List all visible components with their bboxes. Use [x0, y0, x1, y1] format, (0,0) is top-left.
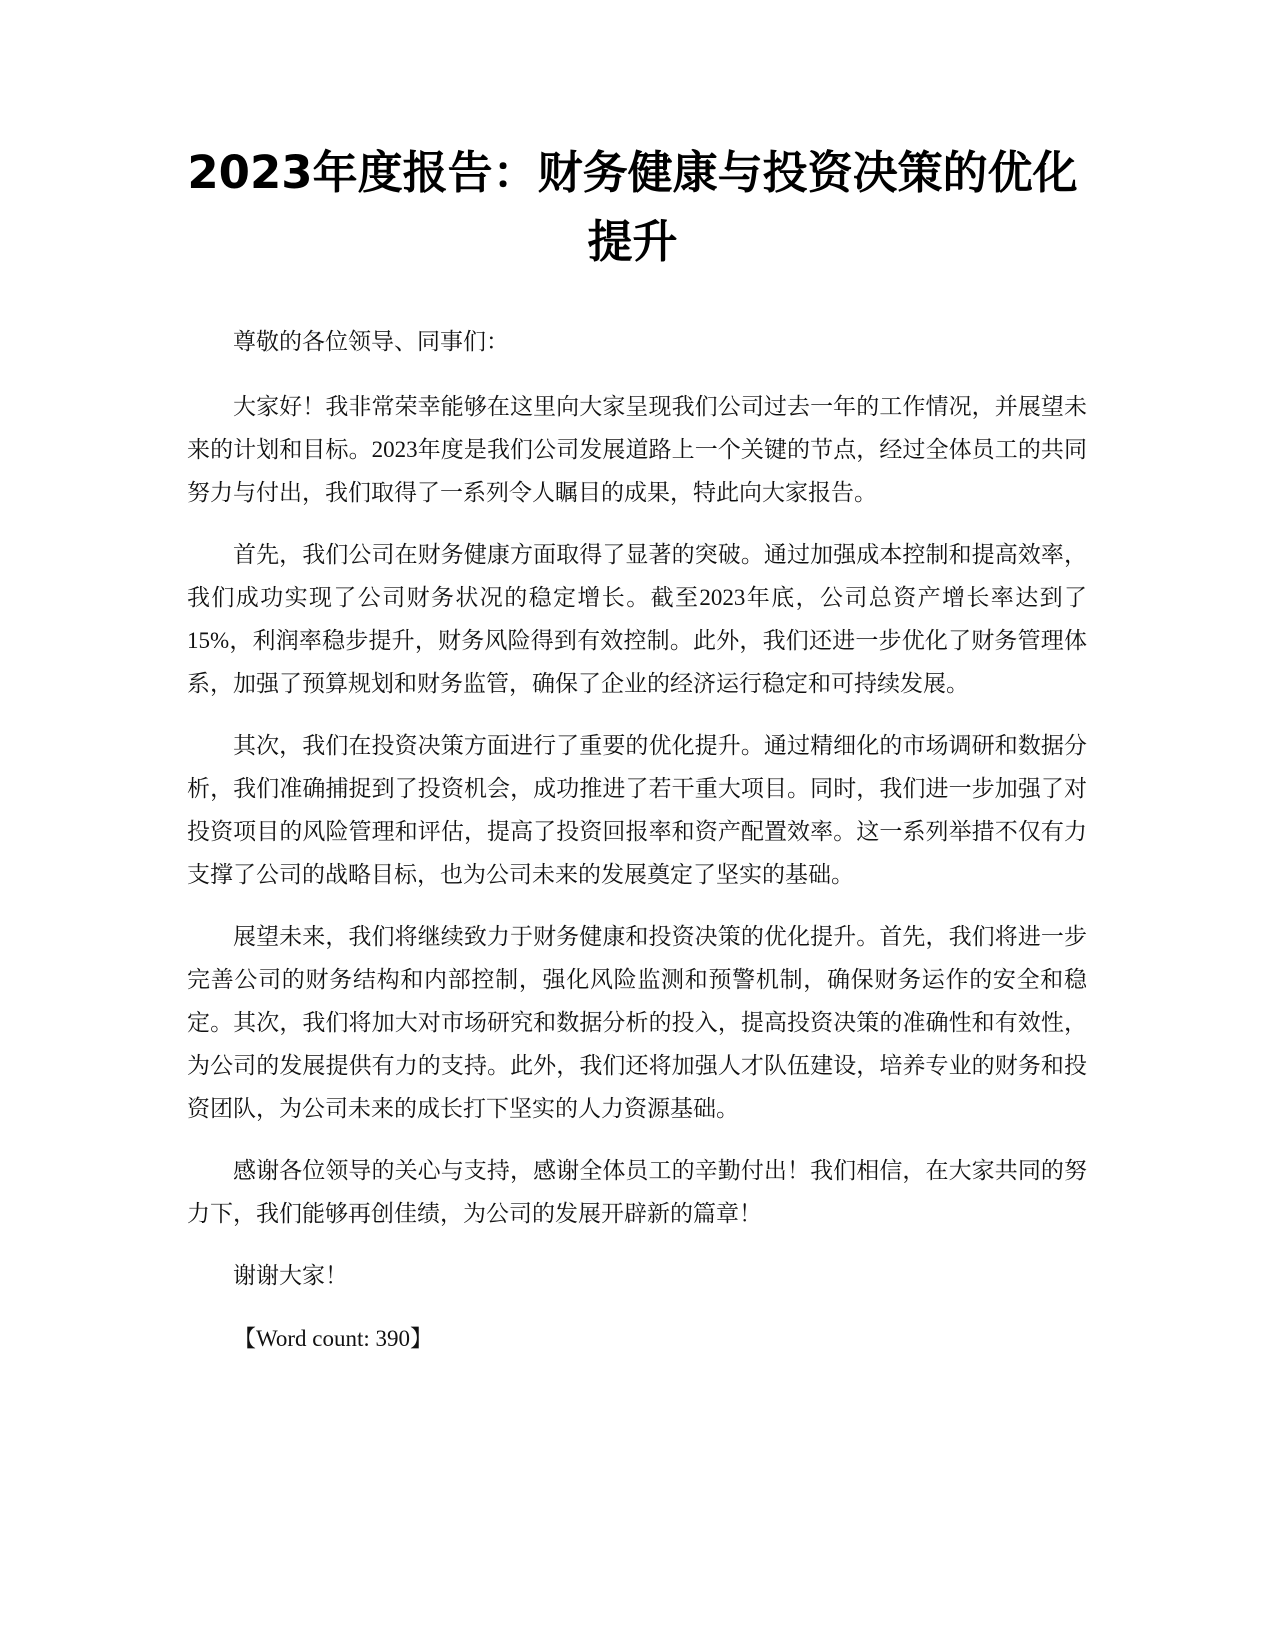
paragraph-outlook: 展望未来，我们将继续致力于财务健康和投资决策的优化提升。首先，我们将进一步完善公司的财务结构和内部控制，强化风险监测和预警机制，确保财务运作的安全和稳定。其次，我们将加大对市场研究和数据分析的投入，提高投资决策的准确性和有效性，为公司的发展提供有力的支持。此外，我们还将加强人才队伍建设，培养专业的财务和投资团队，为公司未来的成长打下坚实的人力资源基础。	[187, 924, 1087, 1121]
document-body	[187, 320, 1087, 1379]
paragraph-financial-health: 首先，我们公司在财务健康方面取得了显著的突破。通过加强成本控制和提高效率，我们成功实现了公司财务状况的稳定增长。截至2023年底，公司总资产增长率达到了15%，利润率稳步提升，财务风险得到有效控制。此外，我们还进一步优化了财务管理体系，加强了预算规划和财务监管，确保了企业的经济运行稳定和可持续发展。	[187, 542, 1087, 696]
paragraph-intro: 大家好！我非常荣幸能够在这里向大家呈现我们公司过去一年的工作情况，并展望未来的计划和目标。2023年度是我们公司发展道路上一个关键的节点，经过全体员工的共同努力与付出，我们取得了一系列令人瞩目的成果，特此向大家报告。	[187, 394, 1087, 505]
paragraph-investment-decisions: 其次，我们在投资决策方面进行了重要的优化提升。通过精细化的市场调研和数据分析，我们准确捕捉到了投资机会，成功推进了若干重大项目。同时，我们进一步加强了对投资项目的风险管理和评估，提高了投资回报率和资产配置效率。这一系列举措不仅有力支撑了公司的战略目标，也为公司未来的发展奠定了坚实的基础。	[187, 733, 1087, 887]
document-title: 2023年度报告：财务健康与投资决策的优化提升	[187, 146, 1078, 268]
paragraph-thanks: 感谢各位领导的关心与支持，感谢全体员工的辛勤付出！我们相信，在大家共同的努力下，我们能够再创佳绩，为公司的发展开辟新的篇章！	[187, 1158, 1087, 1226]
word-count: 【Word count: 390】	[233, 1326, 434, 1351]
salutation: 尊敬的各位领导、同事们：	[233, 329, 509, 354]
closing-line: 谢谢大家！	[233, 1263, 348, 1288]
